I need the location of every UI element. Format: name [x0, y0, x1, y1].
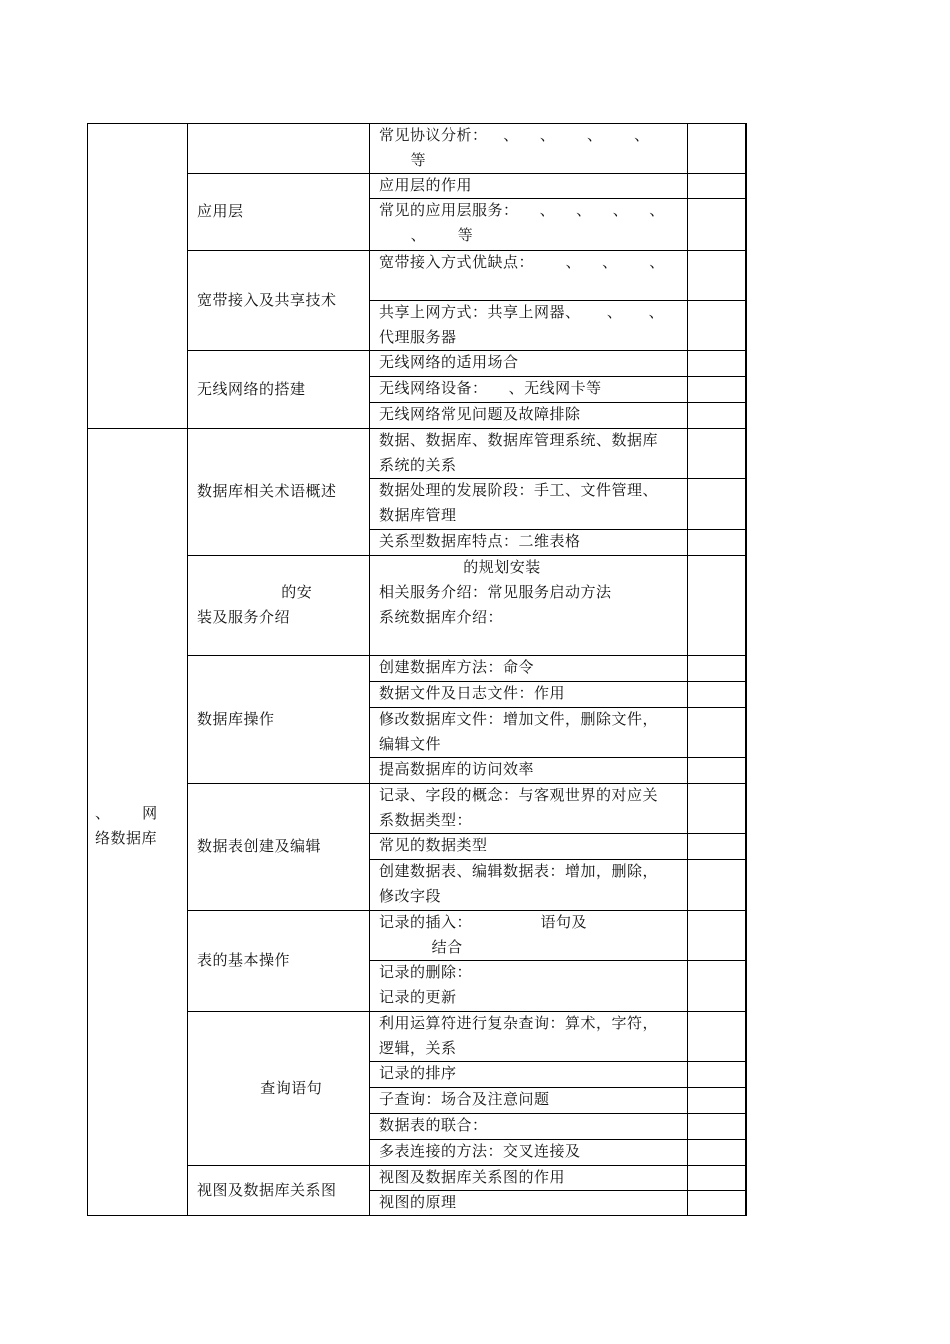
- item-text: 结合: [379, 938, 463, 956]
- item-text: 创建数据表、编辑数据表：增加，删除，: [379, 862, 659, 880]
- item-text: 多表连接的方法：交叉连接及: [379, 1142, 581, 1160]
- item-text: 编辑文件: [379, 735, 442, 753]
- item-text: 的规划安装: [379, 558, 541, 576]
- topic-label: 的安: [197, 583, 313, 601]
- item-text: 、 等: [379, 226, 474, 244]
- item-text: 数据处理的发展阶段：手工、文件管理、: [379, 481, 659, 499]
- item-text: 修改数据库文件：增加文件，删除文件，: [379, 710, 659, 728]
- topic-label: 查询语句: [197, 1078, 323, 1097]
- item-text: 常见的应用层服务： 、 、 、 、: [379, 201, 665, 219]
- column-divider: [369, 123, 370, 1216]
- item-text: 无线网络设备： 、无线网卡等: [379, 379, 602, 397]
- topic-label: 视图及数据库关系图: [197, 1180, 337, 1199]
- column-divider: [187, 123, 188, 1216]
- item-text: 无线网络常见问题及故障排除: [379, 405, 581, 423]
- topic-label: 应用层: [197, 202, 244, 220]
- topic-divider: [187, 655, 369, 656]
- item-text: 提高数据库的访问效率: [379, 760, 535, 778]
- item-text: 记录的插入： 语句及: [379, 913, 587, 931]
- item-text: 代理服务器: [379, 328, 457, 346]
- item-text: 视图的原理: [379, 1193, 457, 1211]
- item-text: 视图及数据库关系图的作用: [379, 1168, 566, 1186]
- item-text: 子查询：场合及注意问题: [379, 1090, 550, 1108]
- item-text: 系统数据库介绍：: [379, 608, 504, 626]
- item-text: 应用层的作用: [379, 176, 473, 194]
- item-text: 常见协议分析： 、 、 、 、: [379, 126, 650, 144]
- table-border-bottom: [87, 1215, 747, 1216]
- item-text: 数据文件及日志文件：作用: [379, 684, 566, 702]
- topic-divider: [187, 783, 369, 784]
- topic-divider: [187, 428, 369, 429]
- column-divider: [687, 123, 688, 1216]
- item-text: 常见的数据类型: [379, 836, 488, 854]
- item-text: 关系型数据库特点：二维表格: [379, 532, 581, 550]
- table-border-left: [87, 123, 88, 1216]
- item-text: 修改字段: [379, 887, 442, 905]
- table-border-right: [745, 123, 747, 1216]
- item-text: 记录的排序: [379, 1064, 457, 1082]
- item-text: 宽带接入方式优缺点： 、 、 、: [379, 253, 665, 271]
- item-text: 数据表的联合：: [379, 1116, 488, 1134]
- topic-label: 无线网络的搭建: [197, 379, 306, 398]
- item-text: 数据、数据库、数据库管理系统、数据库: [379, 431, 659, 449]
- item-text: 逻辑，关系: [379, 1039, 457, 1057]
- topic-divider: [187, 910, 369, 911]
- item-text: 相关服务介绍：常见服务启动方法: [379, 583, 612, 601]
- topic-divider: [187, 173, 369, 174]
- item-text: 记录的更新: [379, 988, 457, 1006]
- topic-label: 数据库相关术语概述: [197, 482, 337, 500]
- topic-label: 表的基本操作: [197, 951, 291, 969]
- topic-label: 宽带接入及共享技术: [197, 290, 337, 309]
- section-label: 络数据库: [95, 828, 158, 847]
- item-text: 共享上网方式：共享上网器、 、 、: [379, 303, 665, 321]
- item-text: 系数据类型：: [379, 811, 473, 829]
- section-label: 、 网: [95, 803, 158, 822]
- topic-divider: [187, 250, 369, 251]
- item-text: 记录的删除：: [379, 963, 473, 981]
- item-text: 数据库管理: [379, 506, 457, 524]
- item-text: 利用运算符进行复杂查询：算术，字符，: [379, 1014, 659, 1032]
- section-divider: [87, 428, 187, 429]
- topic-divider: [187, 350, 369, 351]
- item-text: 系统的关系: [379, 456, 457, 474]
- topic-divider: [187, 1165, 369, 1166]
- topic-divider: [187, 1011, 369, 1012]
- topic-label: 数据库操作: [197, 709, 275, 728]
- topic-divider: [187, 555, 369, 556]
- topic-label: 装及服务介绍: [197, 608, 291, 626]
- item-text: 记录、字段的概念：与客观世界的对应关: [379, 786, 659, 804]
- item-text: 等: [379, 151, 427, 169]
- item-text: 创建数据库方法：命令: [379, 658, 535, 676]
- item-text: 无线网络的适用场合: [379, 353, 519, 371]
- topic-label: 数据表创建及编辑: [197, 837, 322, 855]
